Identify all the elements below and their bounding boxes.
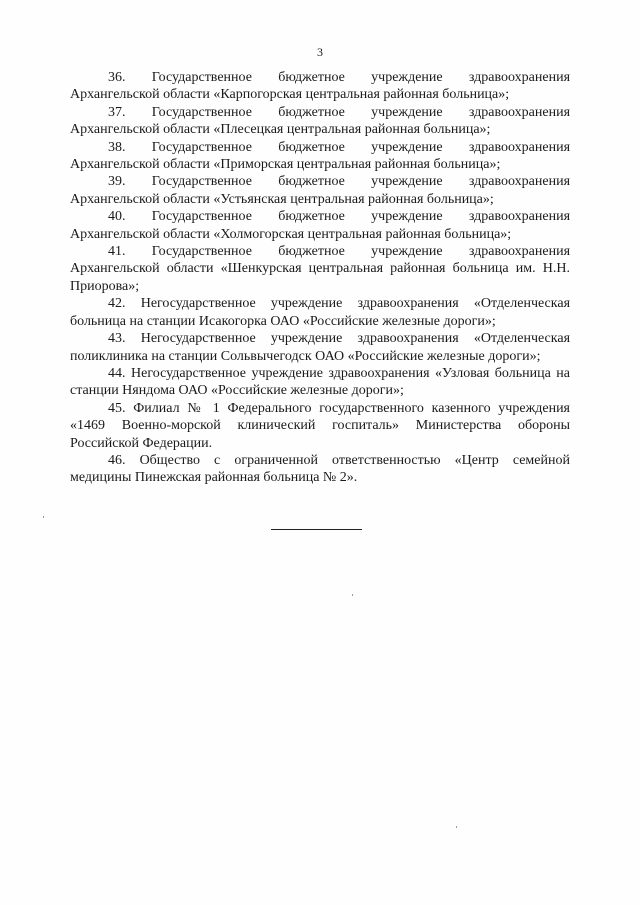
item-number: 46. — [108, 452, 126, 468]
item-text: Общество с ограниченной ответственностью «Центр семейной медицины Пинежская районная больница № 2». — [70, 452, 570, 486]
scan-speck — [43, 516, 44, 518]
list-item — [70, 400, 570, 452]
item-number: 43. — [108, 331, 126, 347]
item-text: Государственное бюджетное учреждение здравоохранения Архангельской области «Карпогорская центральная районная больница»; — [70, 70, 571, 103]
item-text: Государственное бюджетное учреждение здравоохранения Архангельской области «Устьянская центральная районная больница»; — [70, 174, 571, 207]
list-item — [70, 295, 570, 330]
list-item — [70, 208, 570, 243]
hospital-list — [70, 69, 570, 487]
item-text: Негосударственное учреждение здравоохранения «Отделенческая поликлиника на станции Сольвычегодск ОАО «Российские железные дороги»; — [70, 331, 571, 364]
item-text: Государственное бюджетное учреждение здравоохранения Архангельской области «Плесецкая центральная районная больница»; — [70, 104, 571, 138]
list-item — [70, 452, 570, 487]
item-text: Негосударственное учреждение здравоохранения «Отделенческая больница на станции Исакогорка ОАО «Российские железные дороги»; — [70, 296, 571, 329]
item-text: Филиал № 1 Федерального государственного казенного учреждения «1469 Военно-морской клинический госпиталь» Министерства обороны Российской Федерации. — [70, 400, 570, 451]
item-text: Государственное бюджетное учреждение здравоохранения Архангельской области «Приморская центральная районная больница»; — [70, 139, 571, 173]
item-number: 39. — [108, 174, 126, 190]
scan-speck — [352, 594, 353, 596]
list-item — [70, 69, 570, 104]
end-divider — [271, 529, 362, 530]
item-number: 40. — [108, 209, 126, 225]
item-text: Негосударственное учреждение здравоохранения «Узловая больница на станции Няндома ОАО «Российские железные дороги»; — [70, 365, 570, 399]
item-text: Государственное бюджетное учреждение здравоохранения Архангельской области «Холмогорская центральная районная больница»; — [70, 209, 571, 242]
item-number: 44. — [108, 365, 126, 381]
page-number: 3 — [317, 45, 323, 59]
item-number: 37. — [108, 104, 126, 120]
list-item — [70, 365, 570, 400]
item-number: 42. — [108, 296, 126, 312]
item-number: 36. — [108, 70, 126, 85]
list-item — [70, 104, 570, 139]
list-item — [70, 139, 570, 174]
list-item — [70, 173, 570, 208]
item-text: Государственное бюджетное учреждение здравоохранения Архангельской области «Шенкурская центральная районная больница им. Н.Н. Приорова»; — [70, 244, 571, 294]
list-item — [70, 243, 570, 295]
item-number: 45. — [108, 400, 126, 416]
scan-speck — [456, 826, 457, 828]
item-number: 38. — [108, 139, 126, 155]
list-item — [70, 330, 570, 365]
item-number: 41. — [108, 244, 126, 260]
